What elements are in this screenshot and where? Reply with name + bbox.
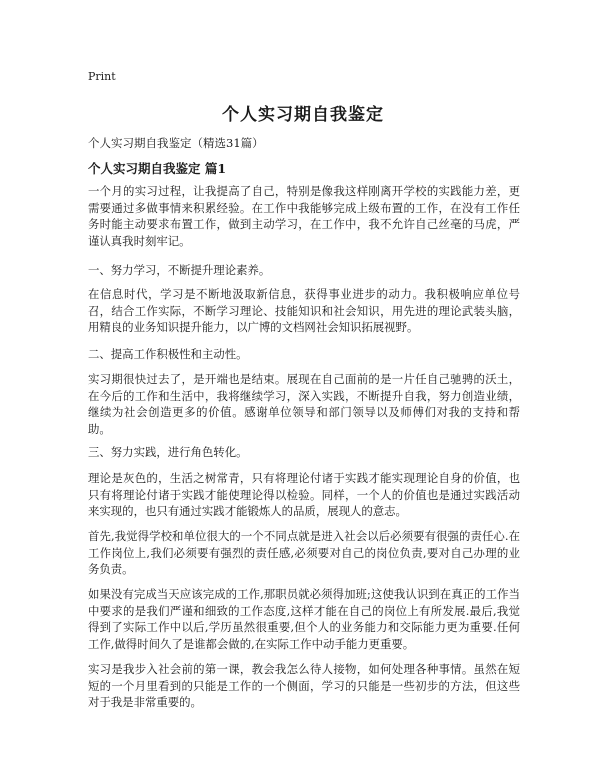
paragraph-theory: 理论是灰色的，生活之树常青，只有将理论付诸于实践才能实现理论自身的价值，也只有将理论付诸于实践才能使理论得以检验。同样，一个人的价值也是通过实践活动来实现的，也只有通过实践才能锻炼人的品质，展现人的意志。 xyxy=(88,471,520,518)
paragraph-initiative: 实习期很快过去了，是开端也是结束。展现在自己面前的是一片任自己驰骋的沃土，在今后的工作和生活中，我将继续学习，深入实践，不断提升自我，努力创造业绩，继续为社会创造更多的价值。感谢单位领导和部门领导以及师傅们对我的支持和帮助。 xyxy=(88,372,520,436)
heading-study: 一、努力学习，不断提升理论素养。 xyxy=(88,263,271,277)
paragraph-study: 在信息时代，学习是不断地汲取新信息，获得事业进步的动力。我积极响应单位号召，结合工作实际，不断学习理论、技能知识和社会知识，用先进的理论武装头脑，用精良的业务知识提升能力，以广博的文档网社会知识拓展视野。 xyxy=(88,287,520,334)
heading-practice: 三、努力实践，进行角色转化。 xyxy=(88,445,248,459)
document-subtitle: 个人实习期自我鉴定（精选31篇） xyxy=(88,136,264,150)
document-title: 个人实习期自我鉴定 xyxy=(222,105,384,125)
section-title: 个人实习期自我鉴定 篇1 xyxy=(88,161,227,176)
print-link[interactable]: Print xyxy=(88,70,116,83)
heading-initiative: 二、提高工作积极性和主动性。 xyxy=(88,347,248,361)
paragraph-overtime: 如果没有完成当天应该完成的工作,那职员就必须得加班;这使我认识到在真正的工作当中要求的是我们严谨和细致的工作态度,这样才能在自己的岗位上有所发展.最后,我觉得到了实际工作中以后,学历虽然很重要,但个人的业务能力和交际能力更为重要.任何工作,做得时间久了是谁都会做的,在实际工作中动手能力更重要。 xyxy=(88,587,520,651)
paragraph-first-lesson: 实习是我步入社会前的第一课，教会我怎么待人接物，如何处理各种事情。虽然在短短的一个月里看到的只能是工作的一个侧面，学习的只能是一些初步的方法，但这些对于我是非常重要的。 xyxy=(88,662,520,709)
paragraph-intro: 一个月的实习过程，让我提高了自己，特别是像我这样刚离开学校的实践能力差，更需要通过多做事情来积累经验。在工作中我能够完成上级布置的工作，在没有工作任务时能主动要求布置工作，做到主动学习，在工作中，我不允许自己丝毫的马虎，严谨认真我时刻牢记。 xyxy=(88,184,520,248)
paragraph-responsibility: 首先,我觉得学校和单位很大的一个不同点就是进入社会以后必须要有很强的责任心.在工作岗位上,我们必须要有强烈的责任感,必须要对自己的岗位负责,要对自己办理的业务负责。 xyxy=(88,529,520,576)
